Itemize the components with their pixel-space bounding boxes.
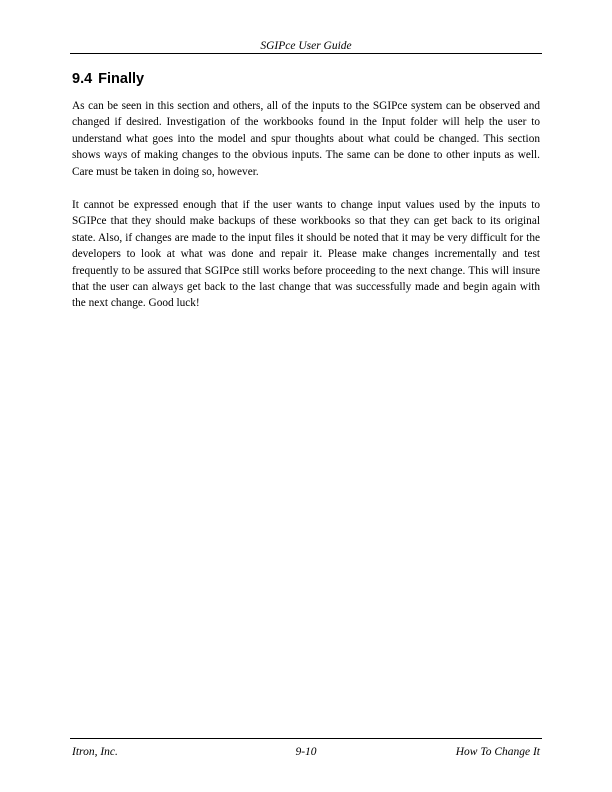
page-number: 9-10 (295, 746, 317, 758)
header-divider (70, 53, 542, 54)
page-header-title: SGIPce User Guide (260, 40, 352, 52)
body-paragraph: It cannot be expressed enough that if the user wants to change input values used by the inputs to SGIPce that they should make backups of these workbooks so that they can get back to its original state. Also, if changes are made to the input files it should be noted that it may be very difficult for the developers to look at what was done and repair it. Please make changes incrementally and test frequently to be assured that SGIPce still works before proceeding to the next change. This will insure that the user can always get back to the last change that was successfully made and begin again with the next change. Good luck! (72, 199, 540, 310)
section-number: 9.4 (72, 71, 93, 87)
section-title: Finally (98, 71, 145, 87)
footer-company: Itron, Inc. (72, 746, 118, 758)
page-footer (72, 745, 540, 759)
footer-chapter-title: How To Change It (455, 746, 540, 758)
footer-divider (70, 738, 542, 739)
body-paragraph: As can be seen in this section and others, all of the inputs to the SGIPce system can be observed and changed if desired. Investigation of the workbooks found in the Input folder will help the user to understand what goes into the model and spur thoughts about what could be changed. This section shows ways of making changes to the obvious inputs. The same can be done to other inputs as well. Care must be taken in doing so, however. (72, 100, 540, 178)
section-heading (72, 70, 144, 88)
